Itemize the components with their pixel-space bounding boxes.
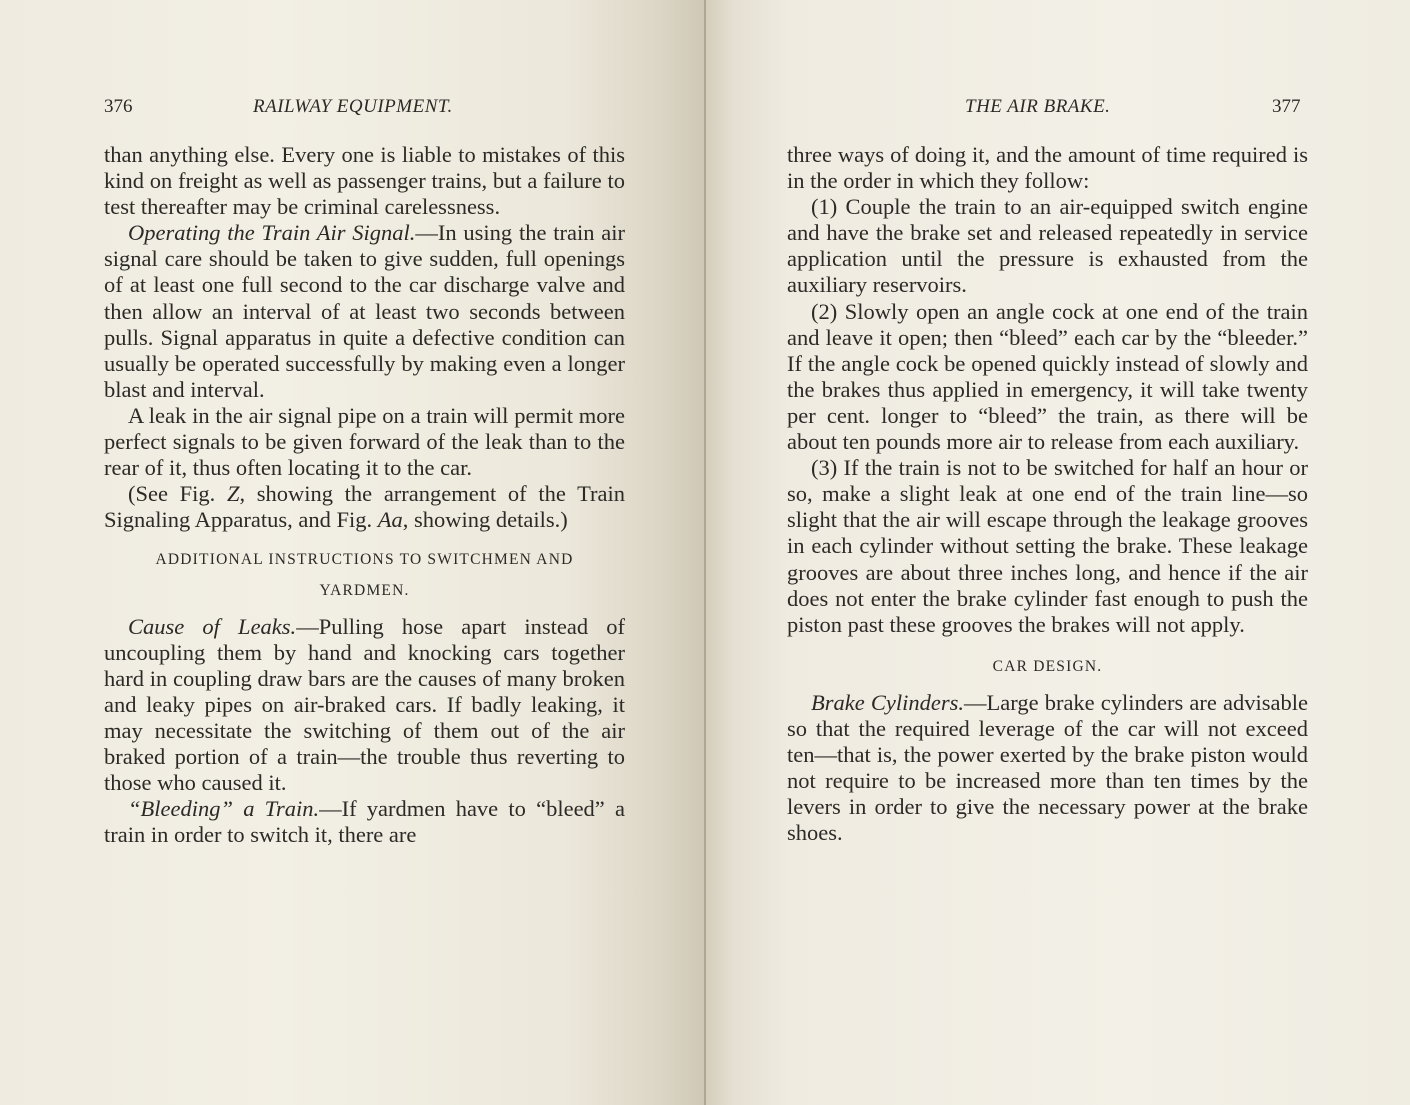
paragraph: Cause of Leaks.—Pulling hose apart instead of uncoupling them by hand and knocking cars together hard in coupling draw bars are the causes of many broken and leaky pipes on air-braked cars. If badly leaking, it may necessitate the switching of them out of the air braked portion of a train—the trouble thus reverting to those who caused it. <box>104 613 626 796</box>
paragraph: A leak in the air signal pipe on a train will permit more perfect signals to be given forward of the leak than to the rear of it, thus often locating it to the car. <box>104 402 625 481</box>
book-gutter <box>704 0 706 1105</box>
left-text-block <box>104 142 625 848</box>
section-heading: YARDMEN. <box>319 581 410 599</box>
section-title: Brake Cylinders. <box>811 689 964 715</box>
figure-ref: Aa <box>377 507 403 533</box>
paragraph: (1) Couple the train to an air-equipped switch engine and have the brake set and released repeatedly in service application until the pressure is exhausted from the auxiliary reservoirs. <box>787 194 1308 298</box>
right-text-block <box>787 142 1308 846</box>
paragraph: Brake Cylinders.—Large brake cylinders are advisable so that the required leverage of the car will not exceed ten—that is, the power exerted by the brake piston would not require to be increased more than ten times by the levers in order to give the necessary power at the brake shoes. <box>787 689 1309 846</box>
paragraph: (See Fig. Z, showing the arrangement of the Train Signaling Apparatus, and Fig. Aa, showing details.) <box>104 481 626 533</box>
section-title: Cause of Leaks. <box>128 613 297 639</box>
right-page <box>704 0 1410 1105</box>
section-heading: CAR DESIGN. <box>992 657 1103 675</box>
section-title: “Bleeding” a Train. <box>128 796 320 822</box>
section-title: Operating the Train Air Signal. <box>128 220 416 246</box>
paragraph: “Bleeding” a Train.—If yardmen have to “bleed” a train in order to switch it, there are <box>104 796 625 848</box>
paragraph: three ways of doing it, and the amount of time required is in the order in which they follow: <box>787 142 1308 194</box>
page-number: 376 <box>104 96 133 117</box>
figure-ref: Z <box>226 481 240 507</box>
paragraph: (3) If the train is not to be switched for half an hour or so, make a slight leak at one end of the train line—so slight that the air will escape through the leakage grooves in each cylinder without setting the brake. These leakage grooves are about three inches long, and hence if the air does not enter the brake cylinder fast enough to push the piston past these grooves the brakes will not apply. <box>787 455 1308 637</box>
section-heading: ADDITIONAL INSTRUCTIONS TO SWITCHMEN AND <box>155 551 574 569</box>
left-page <box>0 0 704 1105</box>
page-number: 377 <box>1272 96 1301 117</box>
paragraph: (2) Slowly open an angle cock at one end of the train and leave it open; then “bleed” each car by the “bleeder.” If the angle cock be opened quickly instead of slowly and the brakes thus applied in emergency, it will take twenty per cent. longer to “bleed” the train, as there will be about ten pounds more air to release from each auxiliary. <box>787 298 1308 455</box>
running-head: RAILWAY EQUIPMENT. <box>253 96 453 117</box>
running-head: THE AIR BRAKE. <box>965 96 1111 117</box>
paragraph: than anything else. Every one is liable to mistakes of this kind on freight as well as passenger trains, but a failure to test thereafter may be criminal carelessness. <box>104 142 625 220</box>
paragraph: Operating the Train Air Signal.—In using the train air signal care should be taken to give sudden, full openings of at least one full second to the car discharge valve and then allow an interval of at least two seconds between pulls. Signal apparatus in quite a defective condition can usually be operated successfully by making even a longer blast and interval. <box>104 220 625 402</box>
